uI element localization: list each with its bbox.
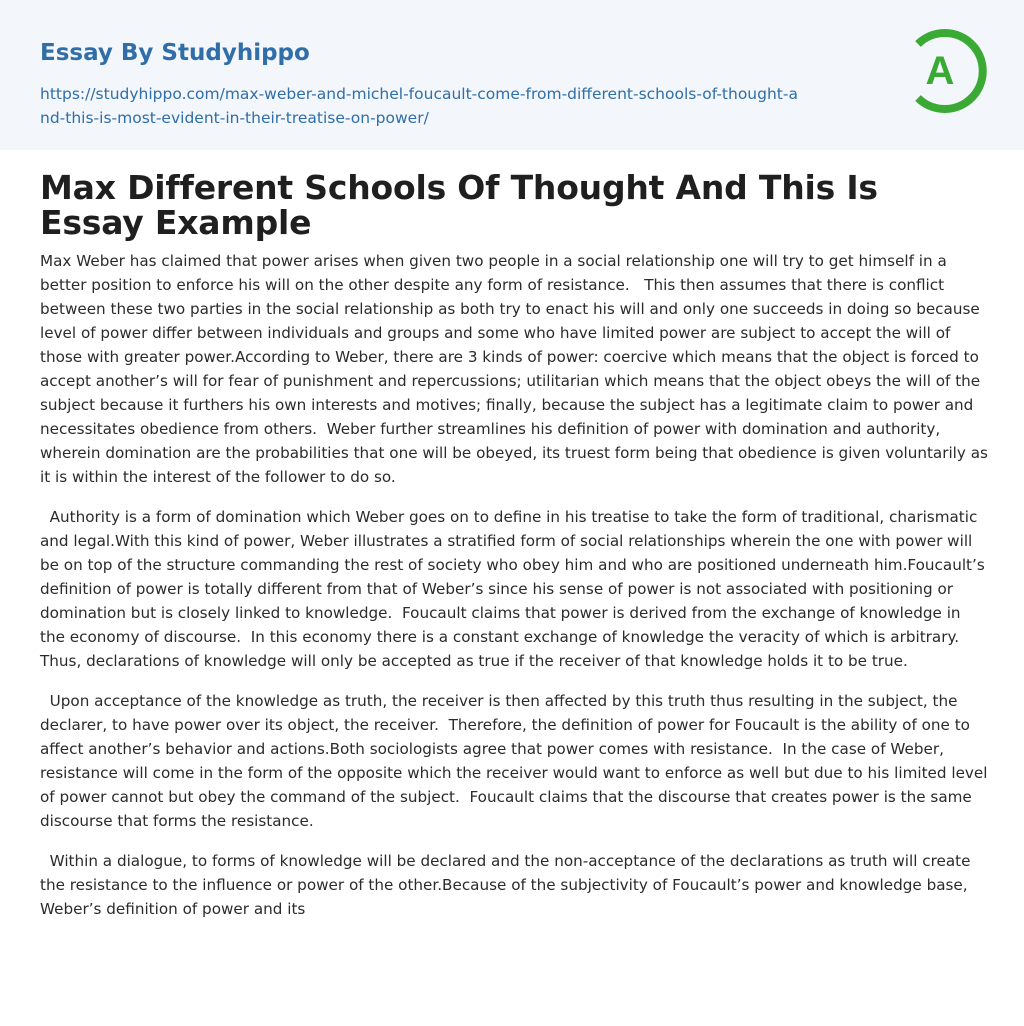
site-header xyxy=(0,0,1024,150)
paragraph: Authority is a form of domination which Weber goes on to define in his treatise to take the form of traditional, charismatic and legal.With this kind of power, Weber illustrates a stratified form of social relationships wherein the one with power will be on top of the structure commanding the rest of society who obey him and who are positioned underneath him.Foucault’s definition of power is totally different from that of Weber’s since his sense of power is not associated with positioning or domination but is closely linked to knowledge. Foucault claims that power is derived from the exchange of knowledge in the economy of discourse. In this economy there is a constant exchange of knowledge the veracity of which is arbitrary. Thus, declarations of knowledge will only be accepted as true if the receiver of that knowledge holds it to be true. xyxy=(40,508,990,670)
article-body xyxy=(40,249,993,937)
paragraph: Upon acceptance of the knowledge as truth, the receiver is then affected by this truth thus resulting in the subject, the declarer, to have power over its object, the receiver. Therefore, the definition of power for Foucault is the ability of one to affect another’s behavior and actions.Both sociologists agree that power comes with resistance. In the case of Weber, resistance will come in the form of the opposite which the receiver would want to enforce as well but due to his limited level of power cannot but obey the command of the subject. Foucault claims that the discourse that creates power is the same discourse that forms the resistance. xyxy=(40,692,993,830)
brand-title: Essay By Studyhippo xyxy=(40,40,310,66)
source-url-link[interactable]: https://studyhippo.com/max-weber-and-michel-foucault-come-from-different-schools-of-thought-and-this-is-most-evident-in-their-treatise-on-power/ xyxy=(40,85,798,127)
page-title: Max Different Schools Of Thought And This Is Essay Example xyxy=(40,168,878,242)
logo-letter: A xyxy=(925,49,955,93)
studyhippo-logo-icon xyxy=(908,28,988,116)
paragraph: Max Weber has claimed that power arises when given two people in a social relationship one will try to get himself in a better position to enforce his will on the other despite any form of resistance. This then assumes that there is conflict between these two parties in the social relationship as both try to enact his will and only one succeeds in doing so because level of power differ between individuals and groups and some who have limited power are subject to accept the will of those with greater power.According to Weber, there are 3 kinds of power: coercive which means that the object is forced to accept another’s will for fear of punishment and repercussions; utilitarian which means that the object obeys the will of the subject because it furthers his own interests and motives; finally, because the subject has a legitimate claim to power and necessitates obedience from others. Weber further streamlines his definition of power with domination and authority, wherein domination are the probabilities that one will be obeyed, its truest form being that obedience is given voluntarily as it is within the interest of the follower to do so. xyxy=(40,252,993,486)
paragraph: Within a dialogue, to forms of knowledge will be declared and the non-acceptance of the declarations as truth will create the resistance to the influence or power of the other.Because of the subjectivity of Foucault’s power and knowledge base, Weber’s definition of power and its xyxy=(40,852,976,918)
